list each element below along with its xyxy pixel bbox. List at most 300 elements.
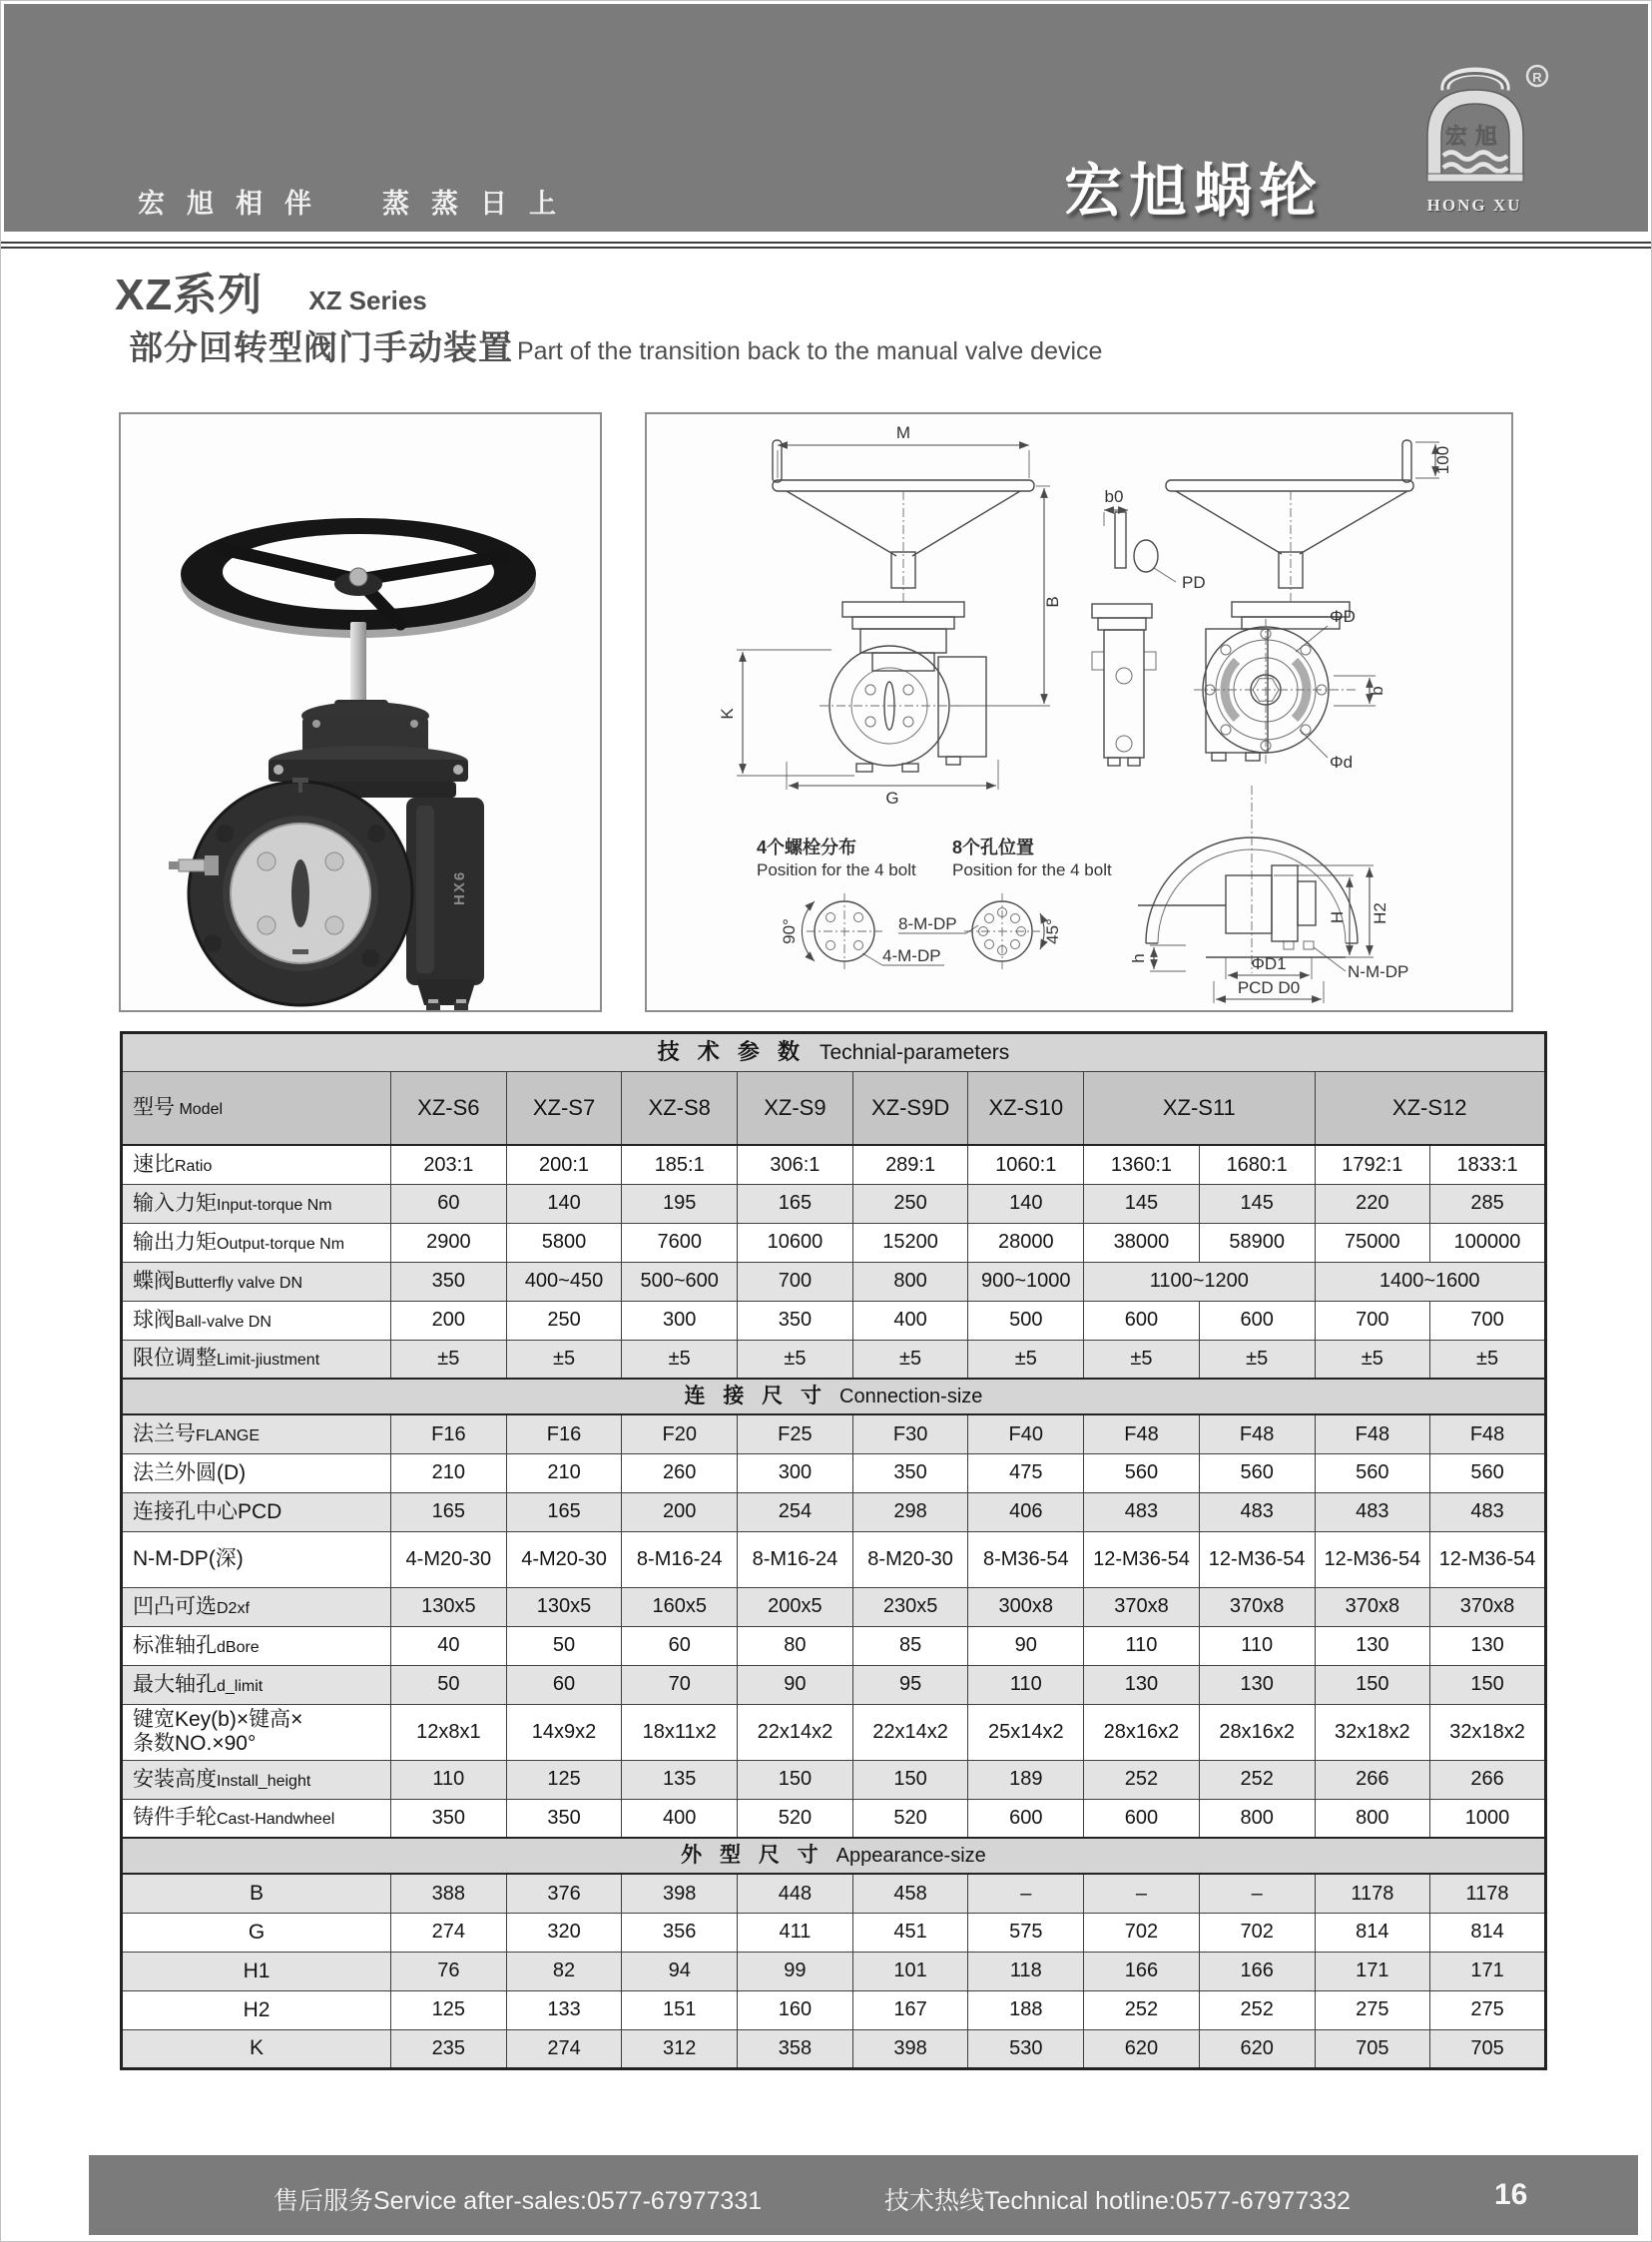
series-title-en: XZ Series	[308, 285, 427, 315]
param-value-cell: 800	[852, 1262, 968, 1301]
dim-h-label: H	[1328, 910, 1347, 924]
table-row	[122, 1184, 1546, 1223]
dim-phid1-label: ΦD1	[1251, 954, 1287, 973]
param-value-cell: 350	[852, 1453, 968, 1492]
dim-pd-label: PD	[1182, 573, 1206, 592]
param-value-cell: 220	[1315, 1184, 1430, 1223]
param-value-cell: 8-M16-24	[738, 1531, 853, 1587]
param-value-cell: 252	[1084, 1760, 1200, 1799]
param-row-label: 法兰号FLANGE	[122, 1414, 391, 1453]
param-row-label: G	[122, 1913, 391, 1952]
param-value-cell: 250	[506, 1301, 622, 1340]
param-value-cell: 300	[738, 1453, 853, 1492]
param-value-cell: 28000	[968, 1223, 1084, 1262]
param-value-cell: 300	[622, 1301, 738, 1340]
product-photo-illustration	[121, 414, 600, 1010]
parameters-table-wrap	[120, 1031, 1547, 2070]
param-value-cell: 145	[1199, 1184, 1315, 1223]
param-row-label: 连接孔中心PCD	[122, 1492, 391, 1531]
m8-label: 8-M-DP	[898, 914, 957, 933]
hole8-caption-en: Position for the 4 bolt	[952, 860, 1112, 879]
param-value-cell: 150	[738, 1760, 853, 1799]
param-value-cell: 130	[1084, 1665, 1200, 1704]
param-value-cell: ±5	[968, 1340, 1084, 1379]
param-value-cell: 252	[1199, 1760, 1315, 1799]
param-value-cell: 130	[1315, 1626, 1430, 1665]
param-value-cell: 483	[1315, 1492, 1430, 1531]
param-value-cell: 12-M36-54	[1084, 1531, 1200, 1587]
param-value-cell: 125	[391, 1990, 507, 2029]
param-value-cell: 130	[1199, 1665, 1315, 1704]
param-value-cell: 200:1	[506, 1145, 622, 1184]
param-value-cell: 85	[852, 1626, 968, 1665]
product-photo-panel	[119, 412, 602, 1012]
logo-inner-text: 宏旭	[1444, 124, 1506, 149]
table-row	[122, 1990, 1546, 2029]
valve-body-illustration	[169, 778, 412, 1005]
model-row-label: 型号 Model	[122, 1072, 391, 1146]
param-value-cell: 75000	[1315, 1223, 1430, 1262]
param-value-cell: 151	[622, 1990, 738, 2029]
param-value-cell: 60	[506, 1665, 622, 1704]
param-value-cell: 1178	[1315, 1874, 1430, 1913]
m4-label: 4-M-DP	[882, 946, 941, 965]
front-view	[718, 423, 1062, 808]
param-value-cell: 235	[391, 2029, 507, 2068]
param-value-cell: 82	[506, 1952, 622, 1990]
table-row	[122, 1626, 1546, 1665]
hole8-caption-cn: 8个孔位置	[952, 838, 1035, 857]
footer-technical-phone: 技术热线Technical hotline:0577-67977332	[884, 2187, 1351, 2215]
param-value-cell: 101	[852, 1952, 968, 1990]
param-value-cell: 130x5	[391, 1587, 507, 1626]
param-value-cell: 18x11x2	[622, 1704, 738, 1760]
footer-band	[89, 2155, 1638, 2235]
param-value-cell: F48	[1199, 1414, 1315, 1453]
bolt-pattern-diagrams	[757, 837, 1112, 969]
param-value-cell: 210	[391, 1453, 507, 1492]
param-value-cell: F48	[1315, 1414, 1430, 1453]
rear-view	[1166, 440, 1452, 772]
param-value-cell: 274	[506, 2029, 622, 2068]
param-value-cell: ±5	[506, 1340, 622, 1379]
param-value-cell: 500~600	[622, 1262, 738, 1301]
param-value-cell: 110	[1084, 1626, 1200, 1665]
page-subtitle	[129, 320, 1102, 369]
param-value-cell: F48	[1430, 1414, 1546, 1453]
table-row	[122, 1414, 1546, 1453]
param-value-cell: 700	[1430, 1301, 1546, 1340]
param-row-label: 凹凸可选D2xf	[122, 1587, 391, 1626]
series-title	[115, 259, 427, 322]
param-value-cell: 350	[391, 1262, 507, 1301]
param-value-cell: 370x8	[1084, 1587, 1200, 1626]
brand-name: 宏旭蜗轮	[1064, 159, 1325, 224]
param-value-cell: 370x8	[1199, 1587, 1315, 1626]
dim-pcd-d0-label: PCD D0	[1237, 978, 1301, 997]
company-logo-icon	[1417, 60, 1549, 200]
param-value-cell: 483	[1430, 1492, 1546, 1531]
param-value-cell: 32x18x2	[1315, 1704, 1430, 1760]
table-row	[122, 1587, 1546, 1626]
param-value-cell: 110	[391, 1760, 507, 1799]
dim-g-label: G	[885, 789, 899, 808]
param-value-cell: 1000	[1430, 1799, 1546, 1838]
param-value-cell: 600	[1084, 1301, 1200, 1340]
param-value-cell: 356	[622, 1913, 738, 1952]
param-value-cell: 411	[738, 1913, 853, 1952]
param-value-cell: 250	[852, 1184, 968, 1223]
table-row	[122, 1145, 1546, 1184]
param-row-label: 铸件手轮Cast-Handwheel	[122, 1799, 391, 1838]
param-value-cell: 110	[968, 1665, 1084, 1704]
table-row	[122, 1760, 1546, 1799]
param-row-label: 法兰外圆(D)	[122, 1453, 391, 1492]
param-value-cell: 266	[1430, 1760, 1546, 1799]
param-value-cell: ±5	[738, 1340, 853, 1379]
side-view	[1092, 487, 1206, 766]
dim-phid-label: ΦD	[1330, 607, 1356, 626]
handwheel-illustration	[181, 518, 536, 638]
param-value-cell: 398	[852, 2029, 968, 2068]
param-value-cell: ±5	[391, 1340, 507, 1379]
param-value-cell: 1360:1	[1084, 1145, 1200, 1184]
param-value-cell: ±5	[1430, 1340, 1546, 1379]
param-value-cell: 285	[1430, 1184, 1546, 1223]
param-value-cell: 95	[852, 1665, 968, 1704]
param-value-cell: 110	[1199, 1626, 1315, 1665]
param-value-cell: 15200	[852, 1223, 968, 1262]
dim-b-small-label: b	[1368, 686, 1386, 696]
param-value-cell: 22x14x2	[852, 1704, 968, 1760]
param-value-cell: 620	[1084, 2029, 1200, 2068]
model-header-cell: XZ-S8	[622, 1072, 738, 1146]
param-value-cell: 165	[738, 1184, 853, 1223]
param-value-cell: 252	[1199, 1990, 1315, 2029]
housing-mark-label: HX6	[451, 869, 468, 905]
param-row-label: 键宽Key(b)×键高× 条数NO.×90°	[122, 1704, 391, 1760]
param-value-cell: ±5	[1315, 1340, 1430, 1379]
series-title-cn: XZ系列	[115, 271, 264, 319]
param-value-cell: 200	[391, 1301, 507, 1340]
param-value-cell: 370x8	[1315, 1587, 1430, 1626]
param-value-cell: 160x5	[622, 1587, 738, 1626]
param-value-cell: 1792:1	[1315, 1145, 1430, 1184]
param-value-cell: 600	[1084, 1799, 1200, 1838]
param-value-cell: 398	[622, 1874, 738, 1913]
technical-drawing-panel	[645, 412, 1513, 1012]
dim-nmdp-label: N-M-DP	[1348, 962, 1409, 981]
param-value-cell: 195	[622, 1184, 738, 1223]
dim-100-label: 100	[1433, 445, 1452, 475]
param-value-cell: 28x16x2	[1084, 1704, 1200, 1760]
param-value-cell: 275	[1430, 1990, 1546, 2029]
param-value-cell: 800	[1199, 1799, 1315, 1838]
param-value-cell: 700	[1315, 1301, 1430, 1340]
param-value-cell: 530	[968, 2029, 1084, 2068]
param-value-cell: 358	[738, 2029, 853, 2068]
param-value-cell: 705	[1430, 2029, 1546, 2068]
param-value-cell: 4-M20-30	[506, 1531, 622, 1587]
param-value-cell: 8-M20-30	[852, 1531, 968, 1587]
param-value-cell: 171	[1315, 1952, 1430, 1990]
param-value-cell: 800	[1315, 1799, 1430, 1838]
page-subtitle-en: Part of the transition back to the manual valve device	[517, 337, 1103, 365]
param-value-cell: 165	[506, 1492, 622, 1531]
table-row	[122, 2029, 1546, 2068]
param-value-cell: 289:1	[852, 1145, 968, 1184]
param-row-label: 输入力矩Input-torque Nm	[122, 1184, 391, 1223]
param-value-cell: 76	[391, 1952, 507, 1990]
param-row-label: 最大轴孔d_limit	[122, 1665, 391, 1704]
param-value-cell: 58900	[1199, 1223, 1315, 1262]
param-value-cell: 70	[622, 1665, 738, 1704]
bottom-feet	[416, 979, 476, 1010]
param-value-cell: 400~450	[506, 1262, 622, 1301]
table-row	[122, 1223, 1546, 1262]
footer-service-phone: 售后服务Service after-sales:0577-67977331	[274, 2187, 763, 2215]
param-value-cell: 133	[506, 1990, 622, 2029]
param-value-cell: 7600	[622, 1223, 738, 1262]
param-value-cell: 400	[622, 1799, 738, 1838]
param-value-cell: 300x8	[968, 1587, 1084, 1626]
param-value-cell: 1100~1200	[1084, 1262, 1315, 1301]
param-value-cell: 188	[968, 1990, 1084, 2029]
param-value-cell: 560	[1430, 1453, 1546, 1492]
param-row-label: 速比Ratio	[122, 1145, 391, 1184]
param-value-cell: F30	[852, 1414, 968, 1453]
technical-drawing	[647, 414, 1511, 1010]
param-value-cell: 50	[391, 1665, 507, 1704]
footer-page-number: 16	[1494, 2178, 1528, 2211]
param-value-cell: 254	[738, 1492, 853, 1531]
param-value-cell: 150	[852, 1760, 968, 1799]
param-value-cell: 200	[622, 1492, 738, 1531]
param-value-cell: 483	[1199, 1492, 1315, 1531]
param-value-cell: 32x18x2	[1430, 1704, 1546, 1760]
param-value-cell: 702	[1084, 1913, 1200, 1952]
dim-h2-label: H2	[1371, 902, 1389, 924]
parameters-table	[120, 1031, 1547, 2070]
param-value-cell: 376	[506, 1874, 622, 1913]
page-subtitle-cn: 部分回转型阀门手动装置	[129, 329, 513, 367]
param-row-label: 蝶阀Butterfly valve DN	[122, 1262, 391, 1301]
param-value-cell: –	[1199, 1874, 1315, 1913]
dim-b-label: B	[1043, 596, 1062, 608]
param-value-cell: –	[968, 1874, 1084, 1913]
cross-section-view	[1129, 786, 1408, 1003]
param-value-cell: 575	[968, 1913, 1084, 1952]
param-value-cell: 140	[506, 1184, 622, 1223]
param-value-cell: 94	[622, 1952, 738, 1990]
param-value-cell: 130	[1430, 1626, 1546, 1665]
dim-phid-lower-label: Φd	[1330, 753, 1354, 772]
model-header-cell: XZ-S12	[1315, 1072, 1545, 1146]
param-value-cell: 620	[1199, 2029, 1315, 2068]
param-value-cell: 1680:1	[1199, 1145, 1315, 1184]
table-row	[122, 1952, 1546, 1990]
param-value-cell: 25x14x2	[968, 1704, 1084, 1760]
param-value-cell: ±5	[1084, 1340, 1200, 1379]
param-value-cell: 8-M16-24	[622, 1531, 738, 1587]
param-value-cell: 458	[852, 1874, 968, 1913]
table-row	[122, 1453, 1546, 1492]
param-value-cell: 171	[1430, 1952, 1546, 1990]
param-value-cell: ±5	[852, 1340, 968, 1379]
param-value-cell: 350	[738, 1301, 853, 1340]
param-value-cell: 560	[1084, 1453, 1200, 1492]
param-value-cell: 814	[1430, 1913, 1546, 1952]
param-value-cell: F16	[506, 1414, 622, 1453]
param-value-cell: 2900	[391, 1223, 507, 1262]
param-value-cell: 700	[738, 1262, 853, 1301]
param-value-cell: 90	[968, 1626, 1084, 1665]
param-value-cell: 266	[1315, 1760, 1430, 1799]
logo-subtext: HONG XU	[1426, 196, 1522, 215]
param-value-cell: 12-M36-54	[1430, 1531, 1546, 1587]
param-value-cell: 50	[506, 1626, 622, 1665]
param-value-cell: F25	[738, 1414, 853, 1453]
param-value-cell: F16	[391, 1414, 507, 1453]
table-row	[122, 1492, 1546, 1531]
param-value-cell: 230x5	[852, 1587, 968, 1626]
param-value-cell: 118	[968, 1952, 1084, 1990]
param-value-cell: 4-M20-30	[391, 1531, 507, 1587]
param-value-cell: 135	[622, 1760, 738, 1799]
param-row-label: H1	[122, 1952, 391, 1990]
dim-b0-label: b0	[1104, 487, 1124, 506]
param-row-label: 输出力矩Output-torque Nm	[122, 1223, 391, 1262]
param-value-cell: 520	[852, 1799, 968, 1838]
param-row-label: 球阀Ball-valve DN	[122, 1301, 391, 1340]
param-value-cell: 150	[1315, 1665, 1430, 1704]
dim-k-label: K	[718, 708, 737, 720]
table-row	[122, 1913, 1546, 1952]
table-row	[122, 1704, 1546, 1760]
param-row-label: H2	[122, 1990, 391, 2029]
model-header-cell: XZ-S9	[738, 1072, 853, 1146]
param-value-cell: 40	[391, 1626, 507, 1665]
section-header-cell: 连 接 尺 寸 Connection-size	[122, 1379, 1546, 1414]
dim-m-label: M	[895, 423, 911, 442]
param-value-cell: F40	[968, 1414, 1084, 1453]
param-value-cell: 320	[506, 1913, 622, 1952]
param-value-cell: 12x8x1	[391, 1704, 507, 1760]
model-header-cell: XZ-S11	[1084, 1072, 1315, 1146]
param-value-cell: 14x9x2	[506, 1704, 622, 1760]
param-value-cell: 166	[1084, 1952, 1200, 1990]
param-value-cell: ±5	[622, 1340, 738, 1379]
model-header-cell: XZ-S10	[968, 1072, 1084, 1146]
param-value-cell: 451	[852, 1913, 968, 1952]
header-band	[4, 4, 1648, 232]
company-tagline: 宏旭相伴 蒸蒸日上	[138, 189, 578, 219]
param-value-cell: 600	[968, 1799, 1084, 1838]
table-row	[122, 1799, 1546, 1838]
param-value-cell: 200x5	[738, 1587, 853, 1626]
param-value-cell: 275	[1315, 1990, 1430, 2029]
model-header-cell: XZ-S7	[506, 1072, 622, 1146]
param-value-cell: –	[1084, 1874, 1200, 1913]
param-value-cell: 298	[852, 1492, 968, 1531]
param-value-cell: 125	[506, 1760, 622, 1799]
param-row-label: 安装高度Install_height	[122, 1760, 391, 1799]
param-value-cell: 400	[852, 1301, 968, 1340]
param-value-cell: 150	[1430, 1665, 1546, 1704]
param-value-cell: 22x14x2	[738, 1704, 853, 1760]
deg90-label: 90°	[780, 918, 799, 944]
param-value-cell: 448	[738, 1874, 853, 1913]
param-value-cell: F20	[622, 1414, 738, 1453]
param-value-cell: 38000	[1084, 1223, 1200, 1262]
param-value-cell: 28x16x2	[1199, 1704, 1315, 1760]
param-value-cell: 252	[1084, 1990, 1200, 2029]
deg45-label: 45°	[1043, 918, 1062, 944]
param-value-cell: ±5	[1199, 1340, 1315, 1379]
param-value-cell: 900~1000	[968, 1262, 1084, 1301]
param-value-cell: 520	[738, 1799, 853, 1838]
param-value-cell: 60	[622, 1626, 738, 1665]
param-value-cell: 1060:1	[968, 1145, 1084, 1184]
section-header-cell: 外 型 尺 寸 Appearance-size	[122, 1838, 1546, 1874]
param-value-cell: 814	[1315, 1913, 1430, 1952]
param-value-cell: 8-M36-54	[968, 1531, 1084, 1587]
table-title-cell: 技 术 参 数 Technial-parameters	[122, 1033, 1546, 1072]
param-value-cell: 350	[391, 1799, 507, 1838]
param-value-cell: 600	[1199, 1301, 1315, 1340]
table-row	[122, 1262, 1546, 1301]
param-value-cell: 210	[506, 1453, 622, 1492]
table-row	[122, 1874, 1546, 1913]
model-header-cell: XZ-S9D	[852, 1072, 968, 1146]
param-row-label: 限位调整Limit-jiustment	[122, 1340, 391, 1379]
model-header-cell: XZ-S6	[391, 1072, 507, 1146]
param-value-cell: 166	[1199, 1952, 1315, 1990]
param-value-cell: 5800	[506, 1223, 622, 1262]
param-value-cell: 100000	[1430, 1223, 1546, 1262]
housing-column	[406, 798, 484, 985]
param-value-cell: 406	[968, 1492, 1084, 1531]
param-value-cell: 145	[1084, 1184, 1200, 1223]
param-value-cell: 1833:1	[1430, 1145, 1546, 1184]
param-value-cell: 80	[738, 1626, 853, 1665]
table-row	[122, 1340, 1546, 1379]
dim-h-small-label: h	[1129, 953, 1148, 963]
table-row	[122, 1665, 1546, 1704]
bolt4-caption-en: Position for the 4 bolt	[757, 860, 916, 879]
param-value-cell: 560	[1199, 1453, 1315, 1492]
bolt4-caption-cn: 4个螺栓分布	[757, 838, 857, 857]
param-value-cell: 189	[968, 1760, 1084, 1799]
header-divider	[1, 242, 1651, 249]
param-row-label: K	[122, 2029, 391, 2068]
table-row	[122, 1531, 1546, 1587]
registered-mark: R	[1532, 70, 1542, 85]
param-value-cell: 306:1	[738, 1145, 853, 1184]
table-row	[122, 1301, 1546, 1340]
param-value-cell: 167	[852, 1990, 968, 2029]
param-value-cell: 260	[622, 1453, 738, 1492]
param-row-label: B	[122, 1874, 391, 1913]
param-value-cell: 702	[1199, 1913, 1315, 1952]
param-row-label: N-M-DP(深)	[122, 1531, 391, 1587]
param-value-cell: 312	[622, 2029, 738, 2068]
param-value-cell: 274	[391, 1913, 507, 1952]
param-value-cell: 500	[968, 1301, 1084, 1340]
param-value-cell: 90	[738, 1665, 853, 1704]
param-value-cell: 185:1	[622, 1145, 738, 1184]
param-value-cell: 160	[738, 1990, 853, 2029]
